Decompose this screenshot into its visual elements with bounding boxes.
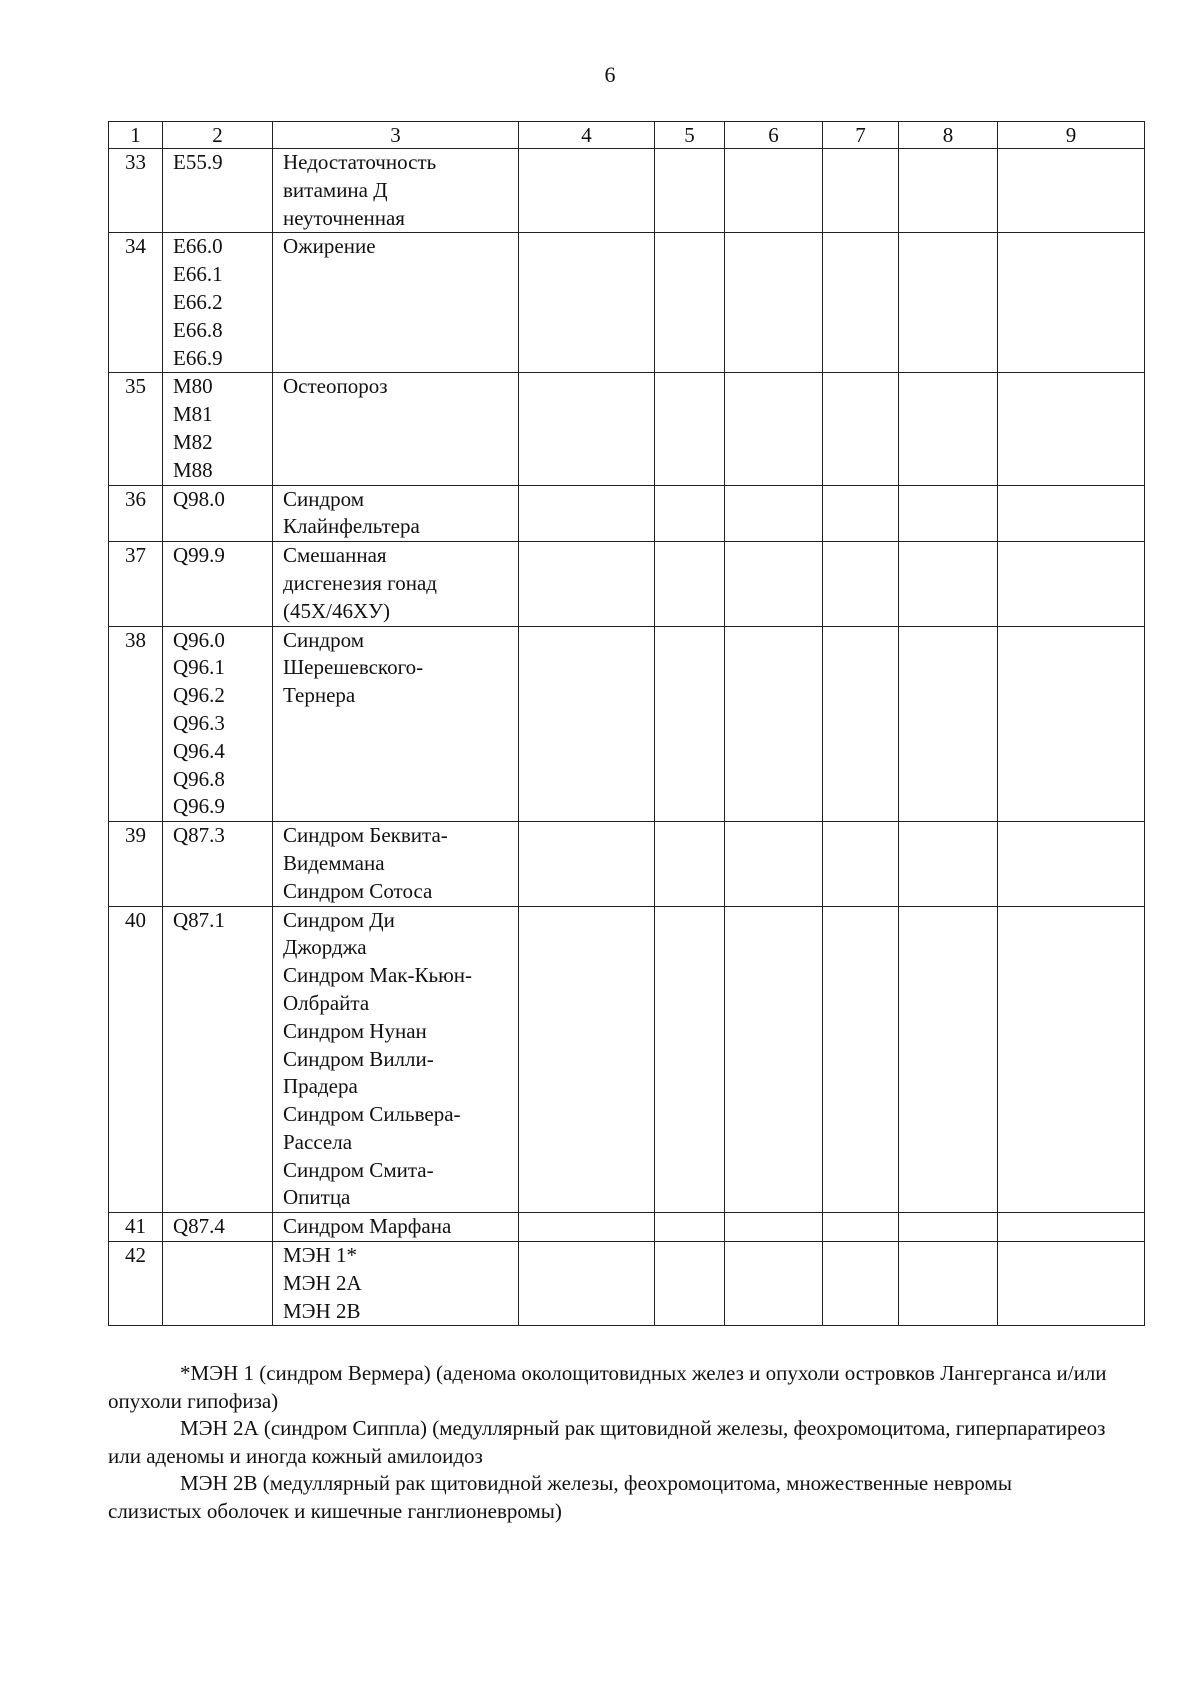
diagnosis-name-line: Тернера xyxy=(283,683,356,708)
diagnosis-name-line: неуточненная xyxy=(283,205,405,230)
row-number: 36 xyxy=(109,485,163,542)
diagnosis-name-line: дисгенезия гонад xyxy=(283,570,437,595)
diagnosis-name-line: (45Х/46ХУ) xyxy=(283,598,391,623)
table-row xyxy=(109,906,1145,1213)
footnote-men1: *МЭН 1 (синдром Вермера) (аденома околощитовидных желез и опухоли островков Лангерганса и/или опухоли гипофиза) xyxy=(108,1361,1107,1413)
row-number: 39 xyxy=(109,822,163,906)
diagnosis-name-cell xyxy=(273,1242,519,1326)
empty-cell-col-4 xyxy=(519,149,655,233)
icd-codes-cell xyxy=(163,906,273,1213)
icd-code: E66.2 xyxy=(173,289,223,314)
empty-cell-col-4 xyxy=(519,373,655,485)
icd-code: E66.1 xyxy=(173,262,223,287)
diagnosis-name-line: Недостаточность xyxy=(283,150,437,174)
diagnosis-name-cell xyxy=(273,149,519,233)
table-row xyxy=(109,822,1145,906)
empty-cell-col-4 xyxy=(519,626,655,822)
empty-cell-col-4 xyxy=(519,1242,655,1326)
column-header-1: 1 xyxy=(109,122,163,149)
diagnosis-name-cell xyxy=(273,1213,519,1242)
empty-cell-col-7 xyxy=(823,373,899,485)
table-row xyxy=(109,485,1145,542)
diagnosis-name-line: витамина Д xyxy=(283,177,388,202)
diagnosis-name-line: Клайнфельтера xyxy=(283,514,420,539)
empty-cell-col-9 xyxy=(998,822,1145,906)
icd-code: E55.9 xyxy=(173,150,223,174)
icd-codes-cell xyxy=(163,149,273,233)
empty-cell-col-6 xyxy=(725,1213,823,1242)
icd-codes-cell xyxy=(163,233,273,373)
table-row xyxy=(109,373,1145,485)
row-number: 38 xyxy=(109,626,163,822)
empty-cell-col-6 xyxy=(725,906,823,1213)
empty-cell-col-6 xyxy=(725,149,823,233)
row-number: 42 xyxy=(109,1242,163,1326)
icd-code: Q96.1 xyxy=(173,655,225,680)
empty-cell-col-6 xyxy=(725,1242,823,1326)
icd-code: E66.9 xyxy=(173,345,223,370)
empty-cell-col-8 xyxy=(899,485,998,542)
diagnosis-name-cell xyxy=(273,542,519,626)
page-number: 6 xyxy=(604,62,616,87)
diagnosis-table xyxy=(108,121,1145,1326)
empty-cell-col-5 xyxy=(655,906,725,1213)
icd-code: E66.0 xyxy=(173,234,223,259)
empty-cell-col-9 xyxy=(998,1242,1145,1326)
column-header-3: 3 xyxy=(273,122,519,149)
diagnosis-name-line: Смешанная xyxy=(283,543,387,568)
icd-code: M81 xyxy=(173,402,213,427)
empty-cell-col-5 xyxy=(655,485,725,542)
empty-cell-col-7 xyxy=(823,1213,899,1242)
diagnosis-name-line: Прадера xyxy=(283,1074,358,1099)
diagnosis-name-line: Синдром Смита- xyxy=(283,1157,434,1182)
icd-codes-cell xyxy=(163,373,273,485)
icd-code: Q96.4 xyxy=(173,738,225,763)
empty-cell-col-8 xyxy=(899,233,998,373)
empty-cell-col-5 xyxy=(655,1213,725,1242)
diagnosis-name-line: МЭН 1* xyxy=(283,1243,357,1268)
empty-cell-col-5 xyxy=(655,626,725,822)
empty-cell-col-6 xyxy=(725,822,823,906)
column-header-7: 7 xyxy=(823,122,899,149)
diagnosis-name-line: Видеммана xyxy=(283,850,385,875)
diagnosis-name-line: Синдром xyxy=(283,627,365,652)
diagnosis-name-line: Синдром Ди xyxy=(283,907,395,932)
icd-codes-cell xyxy=(163,626,273,822)
empty-cell-col-9 xyxy=(998,485,1145,542)
icd-code: M80 xyxy=(173,374,213,399)
empty-cell-col-5 xyxy=(655,373,725,485)
diagnosis-name-cell xyxy=(273,626,519,822)
icd-code: Q96.2 xyxy=(173,683,225,708)
diagnosis-name-line: Синдром xyxy=(283,486,365,511)
diagnosis-name-line: Синдром Мак-Кьюн- xyxy=(283,963,472,988)
footnote-men2b: МЭН 2В (медуллярный рак щитовидной железы, феохромоцитома, множественные невромы слизистых оболочек и кишечные ганглионевромы) xyxy=(108,1471,1012,1523)
icd-code: Q87.1 xyxy=(173,907,225,932)
column-header-8: 8 xyxy=(899,122,998,149)
row-number: 37 xyxy=(109,542,163,626)
footnote-men2a: МЭН 2А (синдром Сиппла) (медуллярный рак щитовидной железы, феохромоцитома, гиперпаратиреоз или аденомы и иногда кожный амилоидоз xyxy=(108,1416,1106,1468)
row-number: 40 xyxy=(109,906,163,1213)
empty-cell-col-5 xyxy=(655,822,725,906)
empty-cell-col-8 xyxy=(899,626,998,822)
row-number: 34 xyxy=(109,233,163,373)
table-row xyxy=(109,1242,1145,1326)
icd-code: Q99.9 xyxy=(173,543,225,568)
empty-cell-col-7 xyxy=(823,1242,899,1326)
icd-codes-cell xyxy=(163,1242,273,1326)
table-body xyxy=(109,149,1145,1326)
diagnosis-name-cell xyxy=(273,822,519,906)
diagnosis-name-line: Синдром Марфана xyxy=(283,1214,452,1239)
column-header-4: 4 xyxy=(519,122,655,149)
icd-code: Q87.3 xyxy=(173,823,225,848)
row-number: 35 xyxy=(109,373,163,485)
empty-cell-col-6 xyxy=(725,485,823,542)
empty-cell-col-9 xyxy=(998,373,1145,485)
empty-cell-col-7 xyxy=(823,233,899,373)
icd-code: Q98.0 xyxy=(173,486,225,511)
empty-cell-col-4 xyxy=(519,822,655,906)
empty-cell-col-6 xyxy=(725,373,823,485)
empty-cell-col-4 xyxy=(519,485,655,542)
table-row xyxy=(109,149,1145,233)
empty-cell-col-8 xyxy=(899,906,998,1213)
empty-cell-col-7 xyxy=(823,906,899,1213)
diagnosis-name-line: Шерешевского- xyxy=(283,655,424,680)
column-header-6: 6 xyxy=(725,122,823,149)
empty-cell-col-5 xyxy=(655,542,725,626)
icd-codes-cell xyxy=(163,1213,273,1242)
icd-code: M88 xyxy=(173,457,213,482)
empty-cell-col-8 xyxy=(899,822,998,906)
empty-cell-col-9 xyxy=(998,626,1145,822)
diagnosis-name-line: Синдром Сильвера- xyxy=(283,1102,461,1127)
empty-cell-col-6 xyxy=(725,542,823,626)
footnotes xyxy=(108,1360,1108,1525)
diagnosis-name-cell xyxy=(273,233,519,373)
column-header-5: 5 xyxy=(655,122,725,149)
empty-cell-col-4 xyxy=(519,906,655,1213)
empty-cell-col-9 xyxy=(998,149,1145,233)
diagnosis-name-line: Синдром Нунан xyxy=(283,1018,427,1043)
empty-cell-col-7 xyxy=(823,485,899,542)
empty-cell-col-8 xyxy=(899,149,998,233)
empty-cell-col-7 xyxy=(823,149,899,233)
diagnosis-name-cell xyxy=(273,906,519,1213)
empty-cell-col-5 xyxy=(655,1242,725,1326)
empty-cell-col-8 xyxy=(899,1242,998,1326)
diagnosis-name-line: Синдром Беквита- xyxy=(283,823,448,848)
empty-cell-col-4 xyxy=(519,542,655,626)
icd-code: Q96.9 xyxy=(173,794,225,819)
empty-cell-col-9 xyxy=(998,1213,1145,1242)
empty-cell-col-6 xyxy=(725,233,823,373)
diagnosis-name-line: Джорджа xyxy=(283,935,367,960)
diagnosis-name-line: Синдром Сотоса xyxy=(283,878,433,903)
empty-cell-col-9 xyxy=(998,906,1145,1213)
table-header-row xyxy=(109,122,1145,149)
diagnosis-name-cell xyxy=(273,485,519,542)
diagnosis-name-line: МЭН 2В xyxy=(283,1298,361,1323)
empty-cell-col-8 xyxy=(899,1213,998,1242)
column-header-9: 9 xyxy=(998,122,1145,149)
icd-code: Q96.0 xyxy=(173,627,225,652)
table-row xyxy=(109,233,1145,373)
empty-cell-col-7 xyxy=(823,626,899,822)
empty-cell-col-4 xyxy=(519,233,655,373)
icd-code: Q96.8 xyxy=(173,766,225,791)
icd-codes-cell xyxy=(163,485,273,542)
empty-cell-col-8 xyxy=(899,373,998,485)
icd-code: E66.8 xyxy=(173,317,223,342)
icd-code: Q87.4 xyxy=(173,1214,225,1239)
icd-codes-cell xyxy=(163,822,273,906)
table-row xyxy=(109,1213,1145,1242)
diagnosis-name-cell xyxy=(273,373,519,485)
diagnosis-name-line: Ожирение xyxy=(283,234,376,259)
diagnosis-name-line: Синдром Вилли- xyxy=(283,1046,434,1071)
diagnosis-name-line: Опитца xyxy=(283,1185,351,1210)
empty-cell-col-6 xyxy=(725,626,823,822)
diagnosis-name-line: Олбрайта xyxy=(283,990,370,1015)
row-number: 41 xyxy=(109,1213,163,1242)
empty-cell-col-7 xyxy=(823,822,899,906)
empty-cell-col-9 xyxy=(998,542,1145,626)
empty-cell-col-5 xyxy=(655,233,725,373)
icd-codes-cell xyxy=(163,542,273,626)
diagnosis-name-line: Рассела xyxy=(283,1129,353,1154)
empty-cell-col-7 xyxy=(823,542,899,626)
table-row xyxy=(109,542,1145,626)
empty-cell-col-4 xyxy=(519,1213,655,1242)
diagnosis-name-line: Остеопороз xyxy=(283,374,388,399)
column-header-2: 2 xyxy=(163,122,273,149)
icd-code: M82 xyxy=(173,429,213,454)
diagnosis-name-line: МЭН 2А xyxy=(283,1270,362,1295)
icd-code: Q96.3 xyxy=(173,710,225,735)
table-row xyxy=(109,626,1145,822)
empty-cell-col-8 xyxy=(899,542,998,626)
empty-cell-col-5 xyxy=(655,149,725,233)
empty-cell-col-9 xyxy=(998,233,1145,373)
row-number: 33 xyxy=(109,149,163,233)
